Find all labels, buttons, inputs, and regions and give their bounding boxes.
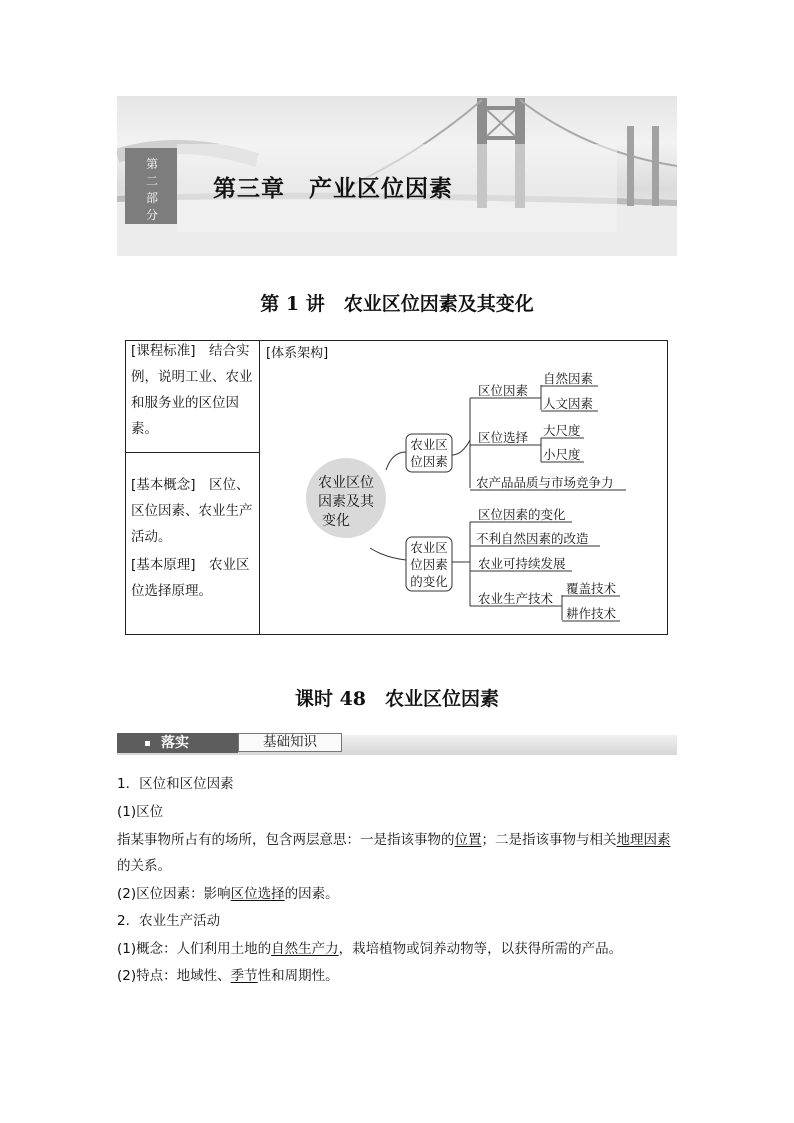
basic-concept: [基本概念] 区位、区位因素、农业生产活动。	[131, 477, 253, 545]
paragraph-label: (1)区位	[117, 804, 164, 820]
underlined-term: 自然生产力	[271, 941, 339, 957]
part-label-char: 二	[145, 174, 158, 188]
branch-label: 农业区	[410, 540, 448, 555]
center-label: 农业区位	[318, 475, 374, 491]
map-item: 小尺度	[543, 447, 581, 462]
underlined-term: 区位选择	[230, 886, 285, 902]
map-item: 不利自然因素的改造	[476, 531, 589, 546]
text-run: (2)特点：地域性、	[117, 968, 231, 984]
section-tab-dark	[117, 733, 238, 753]
part-label-char: 部	[145, 191, 158, 205]
part-label-char: 分	[145, 208, 158, 222]
center-label: 因素及其	[318, 494, 374, 510]
map-item: 自然因素	[543, 371, 594, 386]
map-item: 农业可持续发展	[478, 556, 566, 571]
text-run: ，栽培植物或饲养动物等，以获得所需的产品。	[338, 941, 623, 957]
map-item: 大尺度	[543, 423, 581, 438]
map-item: 耕作技术	[566, 606, 617, 621]
section-tab-light: 基础知识	[238, 733, 342, 752]
lesson-title: 课时 48 农业区位因素	[294, 688, 500, 710]
map-item: 覆盖技术	[566, 581, 617, 596]
branch-label: 农业区	[410, 437, 448, 452]
text-run: (1)概念：人们利用土地的	[117, 941, 272, 957]
map-item: 农业生产技术	[478, 591, 554, 606]
paragraph	[117, 963, 679, 989]
map-item: 区位选择	[478, 430, 529, 445]
map-item: 区位因素	[478, 383, 529, 398]
text-run: ；二是指该事物与相关	[481, 832, 617, 848]
basic-principle: [基本原理] 农业区位选择原理。	[131, 557, 250, 599]
bullet-square-icon	[145, 741, 150, 746]
map-item: 农产品品质与市场竞争力	[476, 475, 614, 490]
text-run: 的因素。	[284, 886, 339, 902]
underlined-term: 季节	[230, 968, 258, 984]
lecture-title: 第 1 讲 农业区位因素及其变化	[260, 293, 534, 315]
paragraph	[117, 936, 679, 962]
center-label: 变化	[322, 513, 350, 529]
paragraph	[117, 827, 679, 879]
map-item: 区位因素的变化	[478, 507, 566, 522]
heading-2: 2．农业生产活动	[117, 913, 221, 929]
underlined-term: 地理因素	[616, 832, 671, 848]
framework-label: [体系架构]	[266, 346, 329, 361]
map-item: 人文因素	[543, 396, 594, 411]
section-tab-label: 落实	[161, 735, 189, 751]
branch-label: 的变化	[410, 574, 448, 589]
course-standard: [课程标准] 结合实例，说明工业、农业和服务业的区位因素。	[131, 343, 253, 437]
chapter-title: 第三章 产业区位因素	[213, 176, 453, 202]
text-run: 的关系。	[117, 858, 171, 874]
text-run: 性和周期性。	[257, 968, 339, 984]
underlined-term: 位置	[454, 832, 482, 848]
heading-1: 1．区位和区位因素	[117, 776, 234, 792]
branch-label: 位因素	[410, 557, 448, 572]
part-label-char: 第	[145, 157, 158, 171]
text-run: 指某事物所占有的场所，包含两层意思：一是指该事物的	[117, 832, 455, 848]
text-run: (2)区位因素：影响	[117, 886, 231, 902]
paragraph	[117, 881, 679, 907]
branch-label: 位因素	[410, 454, 448, 469]
